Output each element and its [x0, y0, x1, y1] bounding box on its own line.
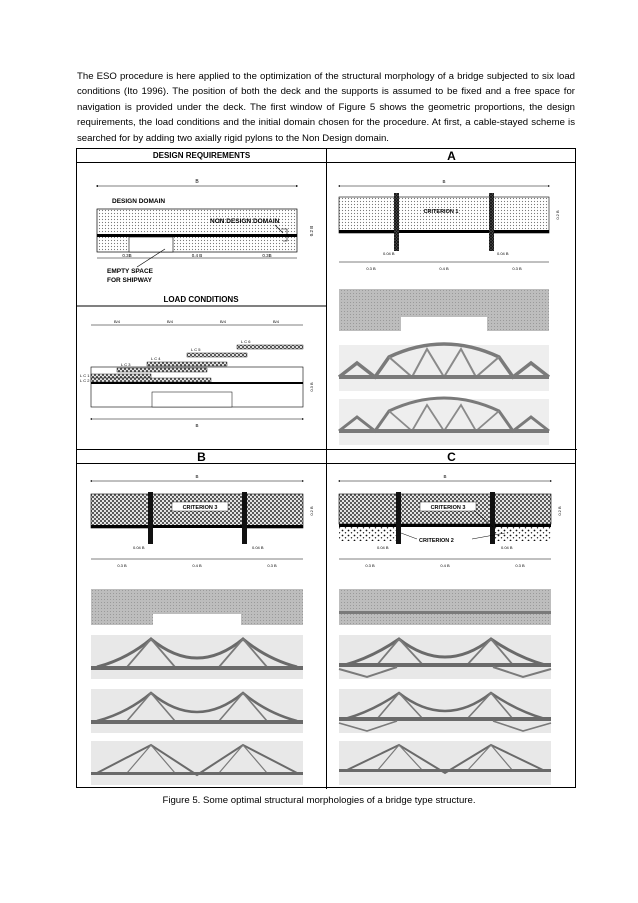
lc3-load-bar — [117, 368, 207, 372]
b-dim-left: 0.3 B — [117, 563, 127, 568]
lc4-load-bar — [147, 362, 227, 366]
lc2-load-bar — [91, 378, 211, 382]
c-dim-left: 0.3 B — [365, 563, 375, 568]
a-result-3-bg — [339, 399, 549, 445]
c-criterion-top-label: CRITERION 3 — [430, 505, 466, 511]
c-support-right: 0.04 B — [501, 545, 513, 550]
a-result-2-bg — [339, 345, 549, 391]
a-dim-right: 0.3 B — [512, 266, 522, 271]
a-shipway — [399, 233, 489, 251]
b-height: 0.2 B — [309, 506, 314, 516]
design-requirements-title: DESIGN REQUIREMENTS — [77, 149, 326, 163]
c-result-3-deck — [339, 717, 551, 721]
lc2-label: L C 2 — [80, 378, 90, 383]
c-support-left: 0.04 B — [377, 545, 389, 550]
b-pylon-left — [148, 492, 153, 544]
c-result-1-deck — [339, 611, 551, 614]
c-result-4-bg — [339, 741, 551, 785]
load-conditions-title: LOAD CONDITIONS — [163, 295, 239, 304]
c-pylon-right — [490, 492, 495, 544]
a-support-right: 0.04 B — [497, 251, 509, 256]
lc3-label: L C 3 — [121, 362, 131, 367]
dim-mid-label: 0.4 B — [191, 253, 203, 258]
c-deck — [339, 524, 551, 527]
c-result-2-deck — [339, 663, 551, 667]
b-criterion-label: CRITERION 3 — [182, 505, 218, 511]
b-result-3-deck — [91, 720, 303, 724]
panel-b-title: B — [77, 450, 326, 464]
panel-c-title: C — [327, 450, 576, 464]
b-result-4-bg — [91, 741, 303, 785]
body-paragraph: The ESO procedure is here applied to the optimization of the structural morphology of a bridge subjected to six load conditions (Ito 1996). The position of both the deck and the supports is assumed to be fixed and a free space for navigation is provided under the deck. The first window of Figure 5 shows the geometric proportions, the design requirements, the load conditions and the initial domain chosen for the procedure. At first, a cable-stayed scheme is searched for by adding two axially rigid pylons to the Non Design domain. — [77, 71, 575, 144]
a-result-3-deck — [339, 429, 549, 433]
load-shipway — [152, 392, 232, 407]
deck-line — [97, 234, 297, 237]
non-design-domain-label: NON DESIGN DOMAIN — [210, 218, 280, 225]
empty-space-label-1: EMPTY SPACE — [107, 268, 153, 275]
c-criterion-bottom-label: CRITERION 2 — [419, 538, 454, 544]
lc5-label: L C 5 — [191, 347, 201, 352]
load-deck-line — [91, 382, 303, 384]
c-pylon-left — [396, 492, 401, 544]
lc6-label: L C 6 — [241, 339, 251, 344]
a-dim-mid: 0.4 B — [439, 266, 449, 271]
b-pylon-right — [242, 492, 247, 544]
lc1-load-bar — [91, 374, 151, 378]
b-deck — [91, 525, 303, 528]
c-height: 0.2 B — [557, 506, 562, 516]
panel-b — [91, 474, 314, 785]
load-span-label: B — [195, 423, 199, 428]
a-result-2-deck — [339, 375, 549, 379]
height-label: 0.2 B — [309, 225, 314, 237]
figure-caption: Figure 5. Some optimal structural morphologies of a bridge type structure. — [162, 795, 476, 806]
lc4-label: L C 4 — [151, 356, 161, 361]
figure-5 — [76, 148, 576, 788]
quarter-label-2: B/4 — [166, 319, 174, 324]
load-height-label: 0.3 B — [309, 382, 314, 392]
c-result-4-deck — [339, 769, 551, 772]
quarter-label-3: B/4 — [219, 319, 227, 324]
quarter-label-1: B/4 — [113, 319, 121, 324]
lc1-label: L C 1 — [80, 373, 90, 378]
b-shipway — [153, 528, 242, 544]
a-span-label: B — [442, 179, 446, 184]
a-support-left: 0.04 B — [383, 251, 395, 256]
empty-space-label-2: FOR SHIPWAY — [107, 277, 152, 284]
dim-right-label: 0.3B — [262, 253, 272, 258]
design-domain-area — [97, 209, 297, 252]
a-pylon-left — [394, 193, 399, 251]
b-dim-mid: 0.4 B — [192, 563, 202, 568]
design-requirements-panel — [77, 179, 326, 428]
b-support-left: 0.04 B — [133, 545, 145, 550]
c-span-label: B — [443, 474, 447, 479]
c-result-1 — [339, 589, 551, 625]
b-result-2-deck — [91, 666, 303, 670]
b-support-right: 0.04 B — [252, 545, 264, 550]
panel-c — [339, 474, 562, 785]
b-span-label: B — [195, 474, 199, 479]
a-pylon-right — [489, 193, 494, 251]
c-dim-mid: 0.4 B — [440, 563, 450, 568]
figure-drawing — [77, 149, 577, 789]
a-height: 0.2 B — [555, 210, 560, 220]
lc5-load-bar — [187, 353, 247, 357]
a-result-1-shipway — [401, 317, 487, 331]
c-dim-right: 0.3 B — [515, 563, 525, 568]
design-domain-label: DESIGN DOMAIN — [112, 198, 166, 205]
a-deck — [339, 230, 549, 233]
dim-left-label: 0.3B — [122, 253, 132, 258]
span-label: B — [195, 179, 199, 185]
empty-space-area — [129, 237, 173, 252]
a-domain — [339, 197, 549, 233]
b-result-1-shipway — [153, 614, 241, 625]
quarter-label-4: B/4 — [272, 319, 280, 324]
b-dim-right: 0.3 B — [267, 563, 277, 568]
a-dim-left: 0.3 B — [366, 266, 376, 271]
b-result-4-deck — [91, 772, 303, 775]
panel-a-title: A — [327, 149, 576, 163]
panel-a — [339, 179, 560, 445]
a-criterion-label: CRITERION 1 — [423, 209, 459, 215]
lc6-load-bar — [237, 345, 303, 349]
